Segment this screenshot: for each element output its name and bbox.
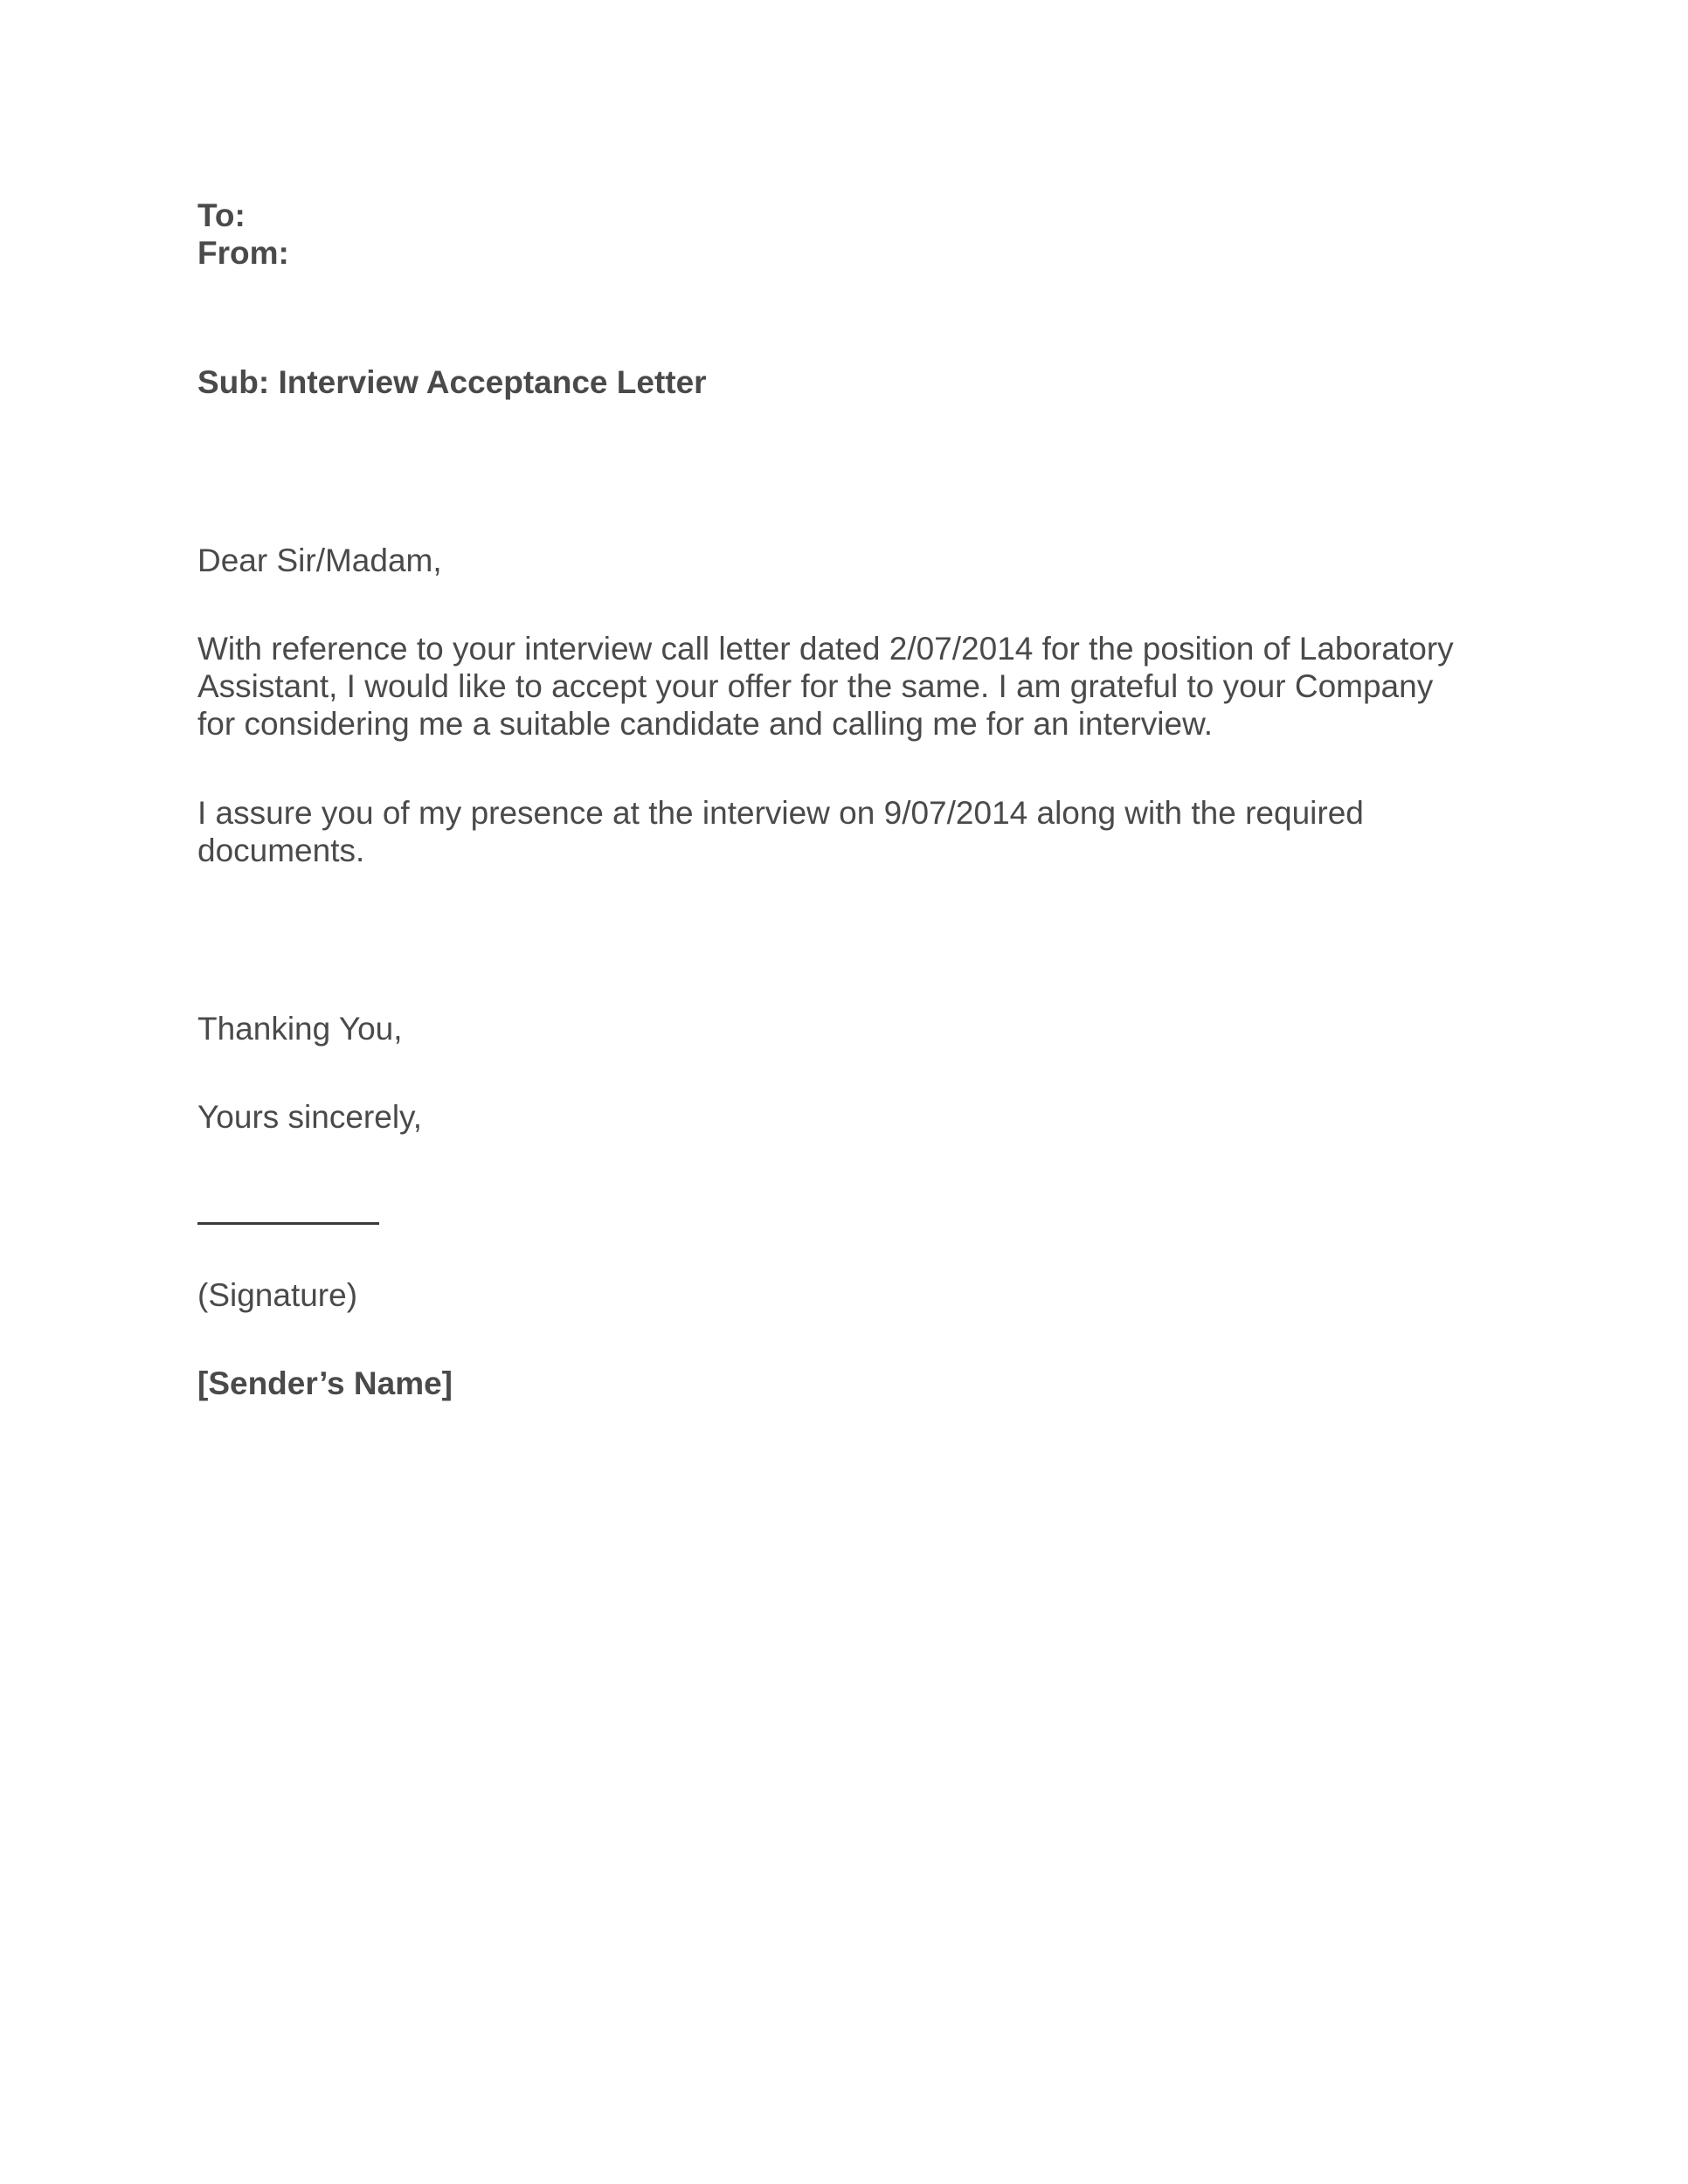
paragraph-line: Assistant, I would like to accept your offer for the same. I am grateful to your Company (197, 668, 1434, 704)
sender-name: [Sender’s Name] (197, 1365, 453, 1401)
signature-line (197, 1222, 379, 1225)
body-paragraph-1 (197, 630, 1560, 743)
paragraph-line: With reference to your interview call letter dated 2/07/2014 for the position of Laboratory (197, 631, 1454, 667)
paragraph-line: I assure you of my presence at the interview on 9/07/2014 along with the required (197, 795, 1364, 831)
signature-label: (Signature) (197, 1277, 358, 1313)
salutation: Dear Sir/Madam, (197, 543, 442, 578)
subject-line: Sub: Interview Acceptance Letter (197, 364, 707, 400)
body-paragraph-2 (197, 794, 1560, 869)
paragraph-line: for considering me a suitable candidate and calling me for an interview. (197, 706, 1214, 742)
closing-thanks: Thanking You, (197, 1011, 403, 1047)
paragraph-line: documents. (197, 833, 365, 868)
to-label: To: (197, 197, 246, 233)
from-label: From: (197, 235, 289, 271)
closing-sign-off: Yours sincerely, (197, 1099, 423, 1135)
